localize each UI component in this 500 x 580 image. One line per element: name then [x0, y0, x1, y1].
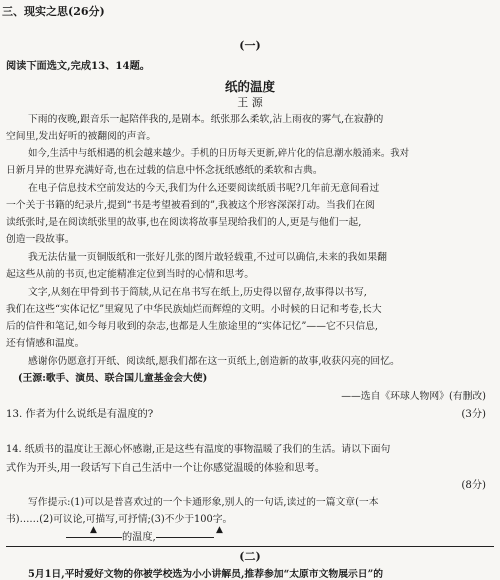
article-line: 我们在这些“实体记忆”里窥见了中华民族灿烂而辉煌的文明。小时候的日记和考卷,长大 — [6, 304, 382, 315]
answer-blank[interactable] — [66, 537, 122, 538]
answer-blank[interactable] — [156, 537, 214, 538]
article-line: 还有情感和温度。 — [6, 338, 85, 349]
writing-hint-line1: 写作提示:(1)可以是普喜欢过的一个卡通形象,别人的一句话,读过的一篇文章(一本 — [28, 497, 379, 508]
article-line: 创造一段故事。 — [6, 234, 75, 245]
article-line: 一个关于书籍的纪录片,提到“书是考望被看到的”,我被这个形容深深打动。当我们在阅 — [6, 200, 375, 211]
article-line: 空间里,发出好听的被翻阅的声音。 — [6, 131, 157, 142]
article-line: 起这些从前的书页,也定能精准定位到当时的心情和思考。 — [6, 269, 255, 280]
question-14-points: (8分) — [461, 480, 486, 491]
article-line: 下雨的夜晚,跟音乐一起陪伴我的,是剧本。纸张那么柔软,沾上雨夜的雾气,在寂静的 — [28, 114, 384, 125]
article-line: 我无法估量一页铜版纸和一张好儿张的图片敢轻载重,不过可以确信,未来的我如果翻 — [28, 252, 387, 263]
blank-sentence-text: 的温度, — [122, 532, 156, 543]
question-14-line1: 14. 纸质书的温度让王源心怀感谢,正是这些有温度的事物温暖了我们的生活。请以下面句 — [6, 444, 391, 455]
writing-hint-line2: 书)……(2)可议论,可描写,可抒情;(3)不少于100字。 — [6, 514, 233, 525]
section-title: 三、现实之思(26分) — [2, 5, 105, 18]
reading-instruction: 阅读下面选文,完成13、14题。 — [6, 60, 150, 72]
question-13-points: (3分) — [461, 409, 486, 420]
part-two-label: (二) — [239, 550, 261, 563]
article-line: 在电子信息技术空前发达的今天,我们为什么还要阅读纸质书呢?几年前无意间看过 — [28, 183, 380, 194]
part-two-intro: 5月1日,平时爱好文物的你被学校选为小小讲解员,推荐参加“太原市文物展示日”的 — [28, 569, 384, 580]
article-author: 王 源 — [237, 96, 263, 109]
article-line: 感谢你仍愿意打开纸、阅读纸,愿我们都在这一页纸上,创造新的故事,收获闪亮的回忆。 — [28, 356, 400, 367]
question-14-line2: 式作为开头,用一段话写下自己生活中一个让你感觉温暖的体验和思考。 — [6, 463, 326, 474]
part-one-label: (一) — [239, 39, 261, 52]
blank-sentence — [66, 525, 266, 543]
question-13: 13. 作者为什么说纸是有温度的? — [6, 409, 154, 420]
article-title: 纸的温度 — [224, 79, 275, 94]
article-line: 后的信件和笔记,如今每月收到的杂志,也都是人生旅途里的“实体记忆”——它不只信息, — [6, 321, 379, 332]
article-source: ——选自《环球人物网》(有删改) — [341, 391, 486, 402]
article-line: 如今,生活中与纸相遇的机会越来越少。手机的日历每天更新,碎片化的信息潮水般涌来。我对 — [28, 148, 409, 159]
author-note: (王源:歌手、演员、联合国儿童基金会大使) — [18, 373, 208, 384]
blank-marker-icon: ▲ — [90, 525, 97, 535]
article-line: 日新月异的世界充满好奇,也在过载的信息中怀念抚纸感纸的柔软和古典。 — [6, 165, 323, 176]
divider-line — [6, 546, 494, 547]
article-line: 文字,从刻在甲骨到书于简牍,从记在帛书写在纸上,历史得以留存,故事得以书写, — [28, 287, 367, 298]
blank-marker-icon: ▲ — [216, 525, 223, 535]
article-line: 读纸张时,是在阅读纸张里的故事,也在阅读将故事呈现给我们的人,更是与他们一起, — [6, 217, 362, 228]
